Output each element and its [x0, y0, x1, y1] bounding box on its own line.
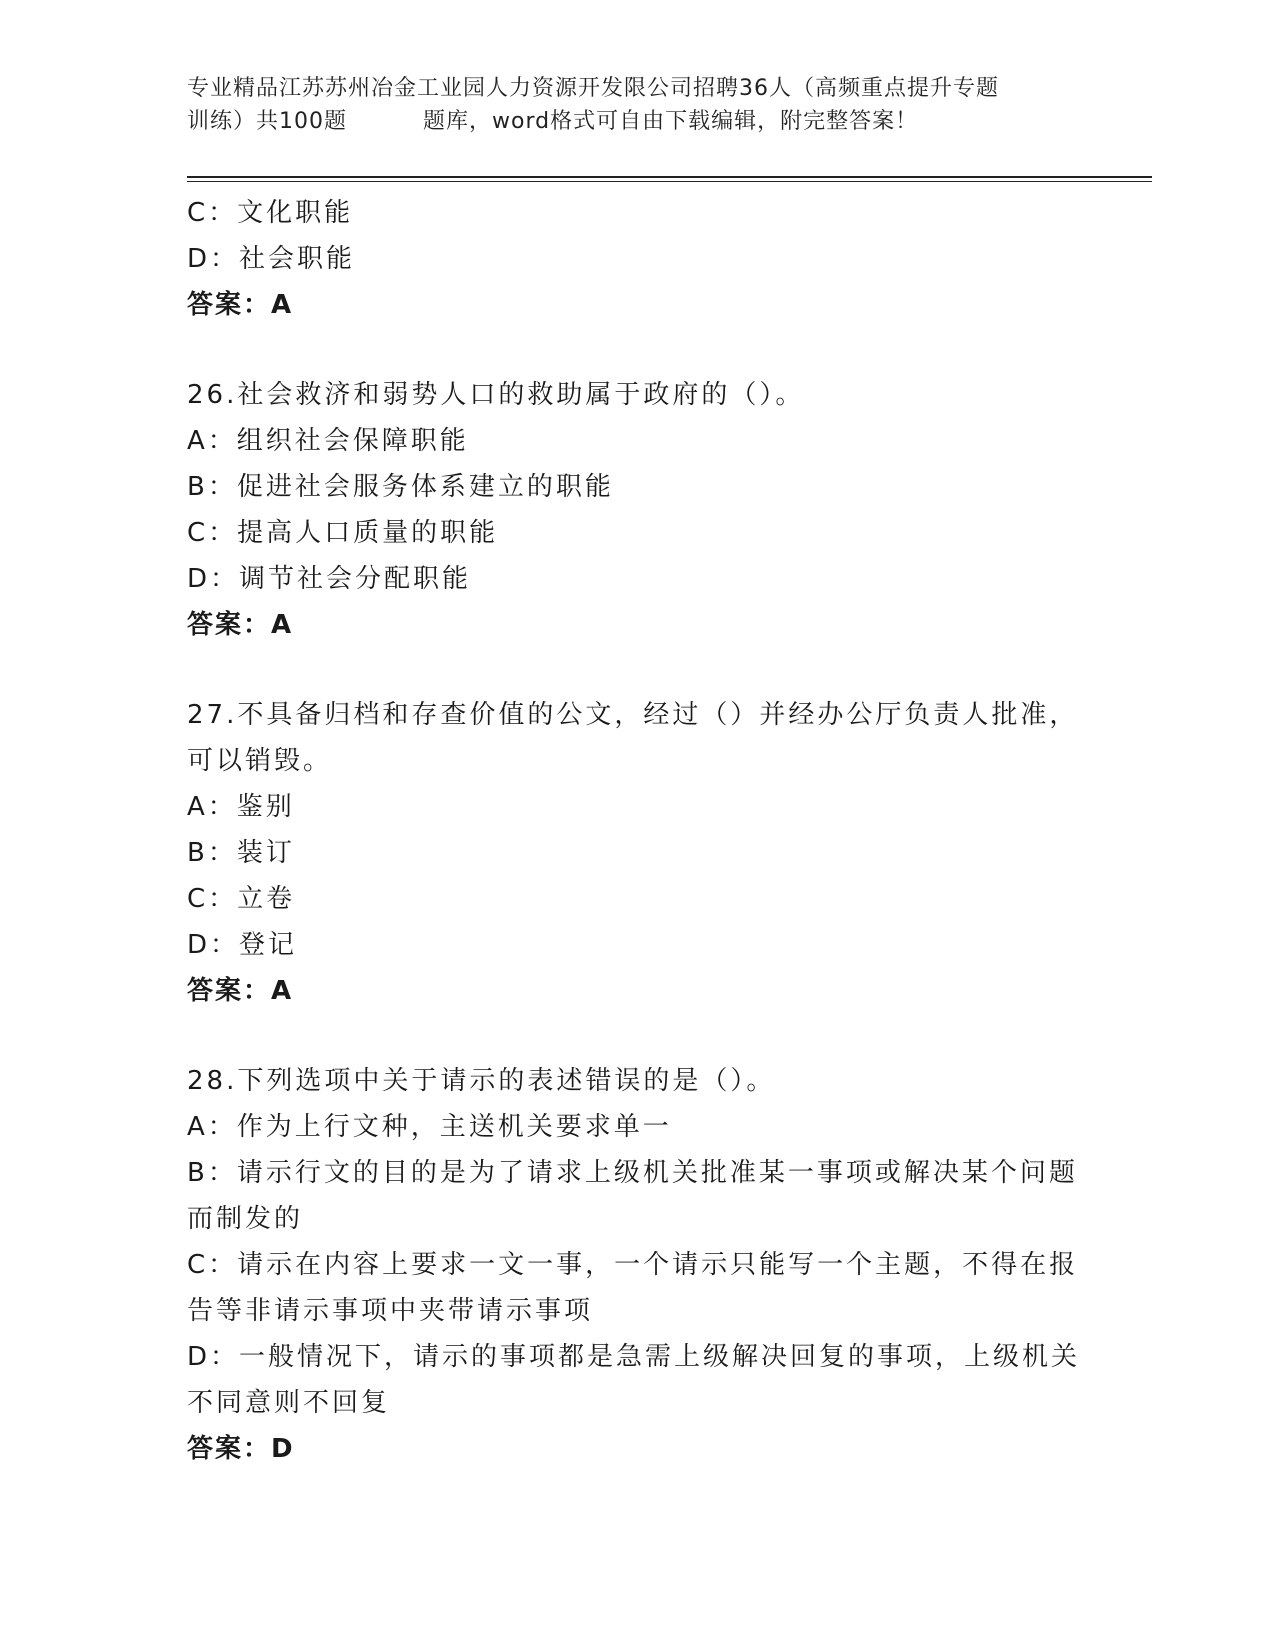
- question-block-25: [187, 190, 1087, 328]
- question-stem-continued: 可以销毁。: [187, 746, 333, 776]
- header-title-line-2: [187, 105, 1087, 138]
- option-d: D：登记: [187, 930, 298, 960]
- answer-line: 答案：D: [187, 1434, 295, 1464]
- header-title-part-a: 训练）共100题: [187, 109, 347, 134]
- page-header: [187, 72, 1087, 138]
- option-d: D：一般情况下，请示的事项都是急需上级解决回复的事项，上级机关: [187, 1342, 1081, 1372]
- question-stem: 27.不具备归档和存查价值的公文，经过（）并经办公厅负责人批准，: [187, 700, 1079, 730]
- block-spacer: [187, 328, 1087, 372]
- option-a: A：作为上行文种，主送机关要求单一: [187, 1112, 672, 1142]
- option-d-continued: 不同意则不回复: [187, 1388, 391, 1418]
- answer-line: 答案：A: [187, 290, 294, 320]
- question-block-28: [187, 1058, 1087, 1472]
- header-rule-thin: [187, 181, 1152, 182]
- option-c: C：文化职能: [187, 198, 354, 228]
- option-c: C：提高人口质量的职能: [187, 518, 499, 548]
- question-stem: 28.下列选项中关于请示的表述错误的是（）。: [187, 1066, 776, 1096]
- header-rule-thick: [187, 176, 1152, 178]
- option-b: B：促进社会服务体系建立的职能: [187, 472, 614, 502]
- question-block-27: [187, 692, 1087, 1014]
- answer-line: 答案：A: [187, 976, 294, 1006]
- block-spacer: [187, 1014, 1087, 1058]
- option-d: D：调节社会分配职能: [187, 564, 472, 594]
- question-content: [187, 190, 1087, 1472]
- option-c: C：立卷: [187, 884, 296, 914]
- option-d: D：社会职能: [187, 244, 356, 274]
- option-b: B：请示行文的目的是为了请求上级机关批准某一事项或解决某个问题: [187, 1158, 1078, 1188]
- option-c-continued: 告等非请示事项中夹带请示事项: [187, 1296, 594, 1326]
- block-spacer: [187, 648, 1087, 692]
- option-b-continued: 而制发的: [187, 1204, 304, 1234]
- answer-line: 答案：A: [187, 610, 294, 640]
- option-a: A：鉴别: [187, 792, 295, 822]
- option-c: C：请示在内容上要求一文一事，一个请示只能写一个主题，不得在报: [187, 1250, 1079, 1280]
- option-b: B：装订: [187, 838, 295, 868]
- option-a: A：组织社会保障职能: [187, 426, 469, 456]
- question-stem: 26.社会救济和弱势人口的救助属于政府的（）。: [187, 380, 805, 410]
- question-block-26: [187, 372, 1087, 648]
- header-title-line-1: 专业精品江苏苏州冶金工业园人力资源开发限公司招聘36人（高频重点提升专题: [187, 76, 999, 101]
- header-title-part-b: 题库，word格式可自由下载编辑，附完整答案！: [423, 109, 919, 134]
